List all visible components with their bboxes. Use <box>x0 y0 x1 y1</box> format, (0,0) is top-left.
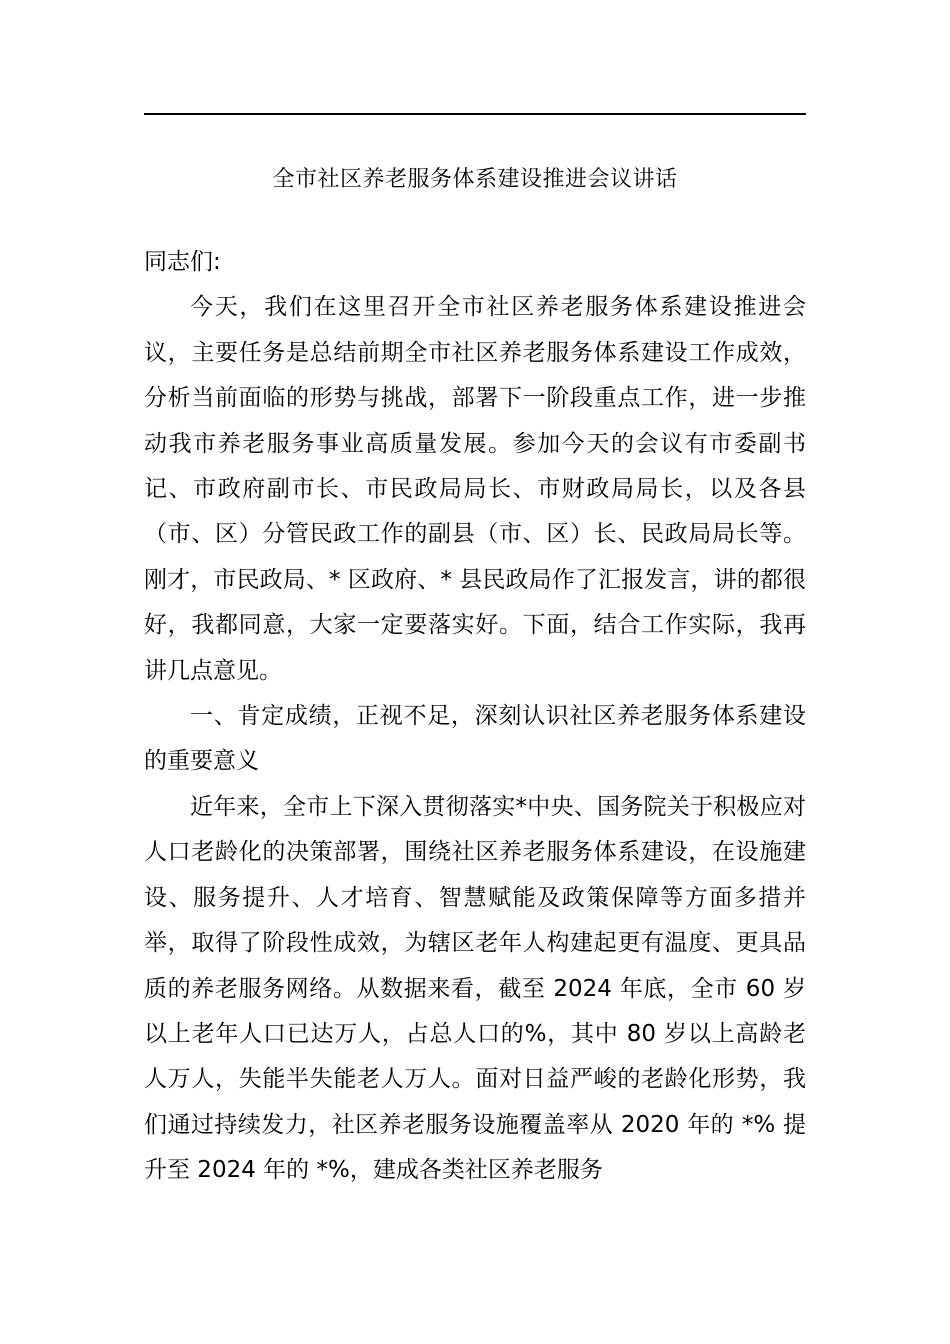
salutation: 同志们: <box>144 249 221 275</box>
paragraph-achievements: 近年来，全市上下深入贯彻落实*中央、国务院关于积极应对人口老龄化的决策部署，围绕社区养老服务体系建设，在设施建设、服务提升、人才培育、智慧赋能及政策保障等方面多措并举，取得了阶段性成效，为辖区老年人构建起更有温度、更具品质的养老服务网络。从数据来看，截至 2024 年底，全市 60 岁以上老年人口已达万人，占总人口的%，其中 80 岁以上高龄老人万人，失能半失能老人万人。面对日益严峻的老龄化形势，我们通过持续发力，社区养老服务设施覆盖率从 2020 年的 *% 提升至 2024 年的 *%，建成各类社区养老服务 <box>144 793 806 1184</box>
document-title: 全市社区养老服务体系建设推进会议讲话 <box>272 167 678 192</box>
header-rule <box>144 113 806 115</box>
paragraph-opening: 今天，我们在这里召开全市社区养老服务体系建设推进会议，主要任务是总结前期全市社区养老服务体系建设工作成效，分析当前面临的形势与挑战，部署下一阶段重点工作，进一步推动我市养老服务事业高质量发展。参加今天的会议有市委副书记、市政府副市长、市民政局局长、市财政局局长，以及各县（市、区）分管民政工作的副县（市、区）长、民政局局长等。刚才，市民政局、* 区政府、* 县民政局作了汇报发言，讲的都很好，我都同意，大家一定要落实好。下面，结合工作实际，我再讲几点意见。 <box>144 294 806 684</box>
section-heading-1: 一、肯定成绩，正视不足，深刻认识社区养老服务体系建设的重要意义 <box>144 703 806 775</box>
document-body <box>144 240 806 1194</box>
